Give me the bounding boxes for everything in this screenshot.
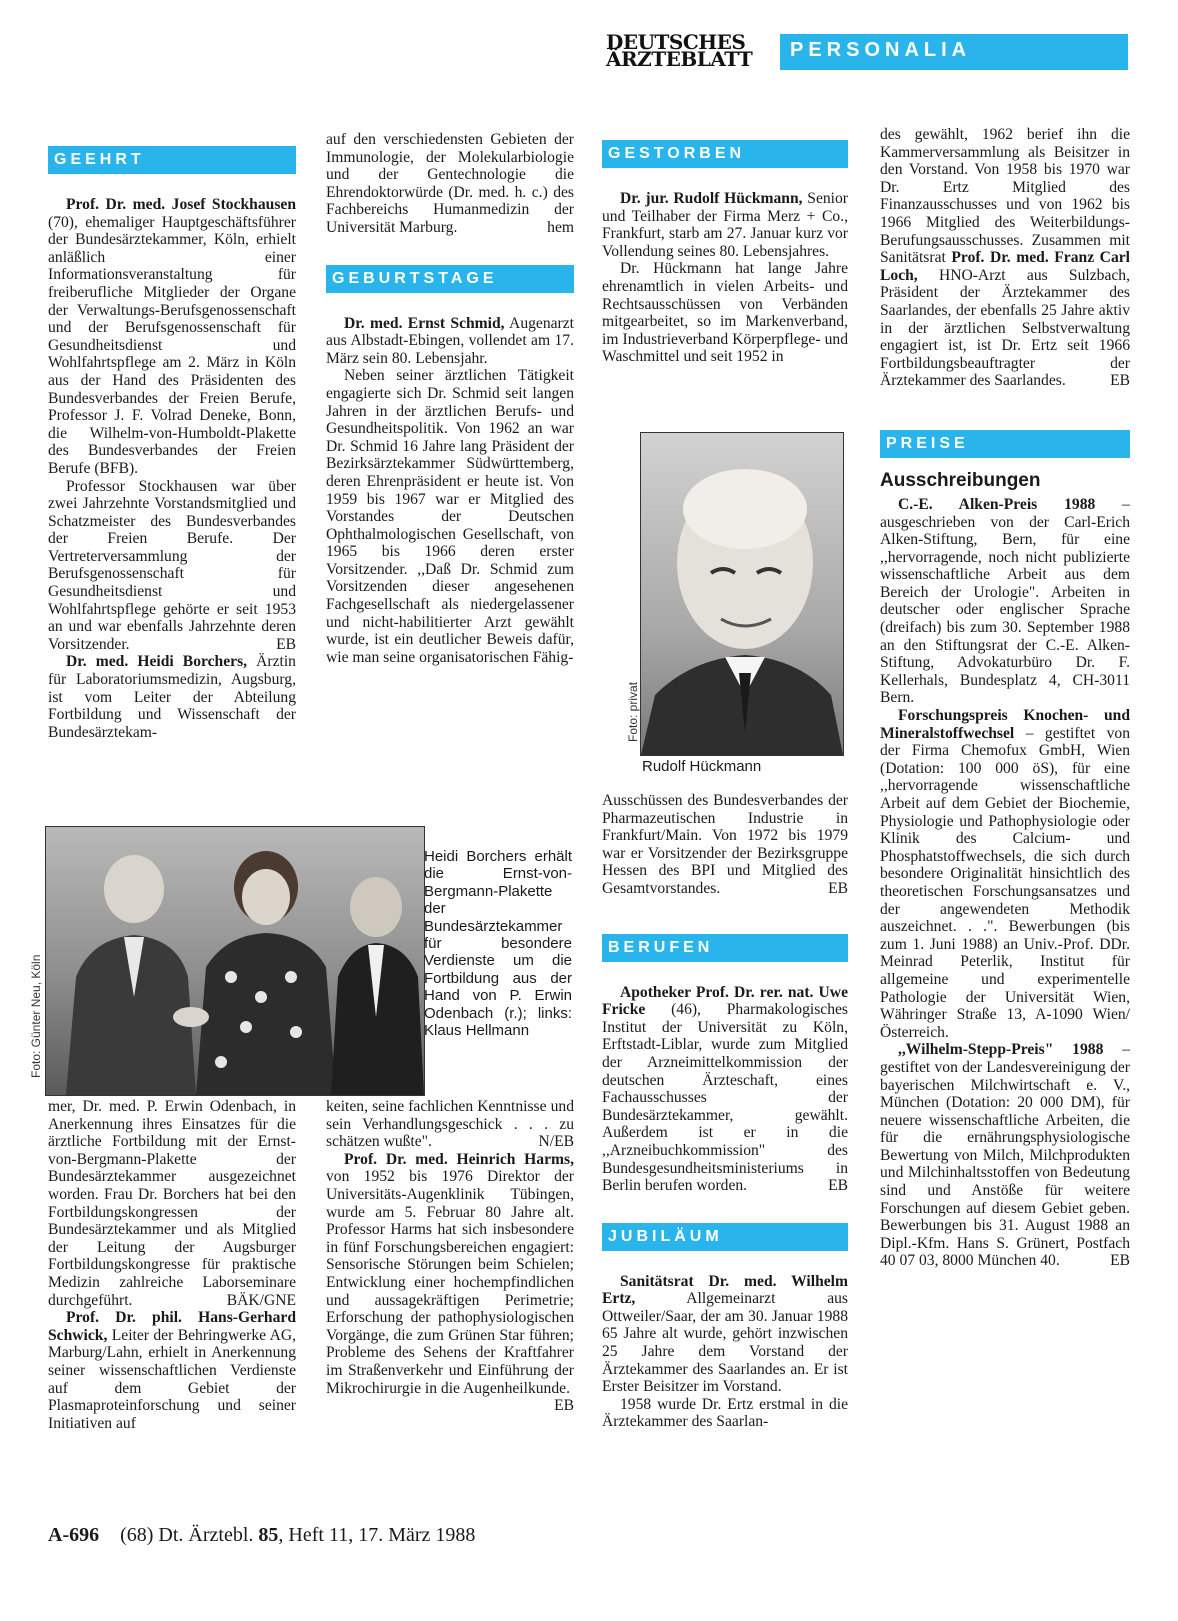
entry-hueckmann: Dr. jur. Rudolf Hückmann, Senior und Teilhaber der Firma Merz + Co., Frankfurt, starb am 27. Januar kurz vor Vollendung seines 80. Lebensjahres. [602,190,848,260]
issue-prefix: (68) Dt. Ärztebl. [120,1524,259,1546]
header-berufen: BERUFEN [602,934,848,962]
signature: EB [828,1177,848,1195]
caption-borchers: Heidi Borchers erhält die Ernst-von-Bergmann-Plakette der Bundesärztekammer für besondere Verdienste um die Fortbildung aus der Hand von P. Erwin Odenbach (r.); links: Klaus Hellmann [424,848,572,1040]
signature: N/EB [538,1133,574,1151]
entry-borchers-cont: mer, Dr. med. P. Erwin Odenbach, in Anerkennung ihres Einsatzes für die ärztliche Fortbildung mit der Ernst-von-Bergmann-Plakette der Bundesärztekammer ausgezeichnet worden. Frau Dr. Borchers hat bei den Fortbildungskongressen der Bundesärztekammer und als Mitglied der Leitung der Augsburger Fortbildungskongresse für praktische Medizin zahlreiche Laborseminare durchgeführt. BÄK/GNE [48,1098,296,1309]
masthead-logo [606,30,776,71]
name-stockhausen: Prof. Dr. med. Josef Stockhausen [66,196,296,213]
signature: BÄK/GNE [226,1291,296,1309]
entry-schwick-cont: auf den verschiedensten Gebieten der Immunologie, der Molekularbiologie und der Gentechnologie die Ehrendoktorwürde (Dr. med. h. c.) des Fachbereichs Humanmedizin der Universität Marburg. hem [326,131,574,236]
header-geburtstage: GEBURTSTAGE [326,265,574,293]
entry-alken-preis: C.-E. Alken-Preis 1988 – ausgeschrieben von der Carl-Erich Alken-Stiftung, Bern, für eine ,,hervorragende, noch nicht publizierte wissenschaftliche Arbeit aus dem Bereich der Urologie". Arbeiten in deutscher oder englischer Sprache (dreifach) bis zum 30. September 1988 an den Stiftungsrat der C.-E. Alken-Stiftung, Advokaturbüro Dr. F. Kellerhals, Bundesplatz 4, CH-3011 Bern. [880,495,1130,707]
signature: EB [554,1397,574,1415]
portrait-illustration [641,433,843,755]
name-alken-preis: C.-E. Alken-Preis 1988 [898,495,1096,513]
entry-schwick: Prof. Dr. phil. Hans-Gerhard Schwick, Leiter der Behringwerke AG, Marburg/Lahn, erhielt in Anerkennung seiner wissenschaftlichen Verdienste auf dem Gebiet der Plasmaproteinforschung und seiner Initiativen auf [48,1309,296,1432]
entry-ertz: Sanitätsrat Dr. med. Wilhelm Ertz, Allgemeinarzt aus Ottweiler/Saar, der am 30. Januar 1988 65 Jahre alt wurde, gehört inzwischen 25 Jahre dem Vorstand der Ärztekammer des Saarlandes an. Er ist Erster Beisitzer im Vorstand. [602,1272,848,1396]
entry-stockhausen-2: Professor Stockhausen war über zwei Jahrzehnte Vorstandsmitglied und Schatzmeister des Bundesverbandes der Freien Berufe. Der Vertreterversammlung der Berufsgenossenschaft für Gesundheitsdienst und Wohlfahrtspflege gehörte er seit 1953 an und war ebenfalls Jahrzehnte deren Vorsitzender. EB [48,477,296,653]
name-ertz: Sanitätsrat Dr. med. Wilhelm Ertz, [602,1272,848,1308]
page-footer [48,1524,475,1547]
volume: 85 [258,1524,279,1546]
signature: EB [1110,372,1130,390]
column-1-top [48,144,296,741]
header-jubilaeum: JUBILÄUM [602,1223,848,1251]
page-number: A-696 [48,1524,100,1546]
column-3-lower [602,792,848,1431]
entry-harms: Prof. Dr. med. Heinrich Harms, von 1952 bis 1976 Direktor der Universitäts-Augenklinik Tübingen, wurde am 5. Februar 80 Jahre alt. Professor Harms hat sich insbesondere in fünf Forschungsbereichen engagiert: Sensorische Störungen beim Schielen; Entwicklung einer hochempfindlichen und aussagekräftigen Perimetrie; Erforschung der pathophysiologischen Vorgänge, die zum Grünen Star führen; Probleme des Sehens der Kraftfahrer im Straßenverkehr und Einführung der Mikrochirurgie in die Augenheilkunde. EB [326,1150,574,1415]
header-geehrt: GEEHRT [48,146,296,174]
header-gestorben: GESTORBEN [602,140,848,168]
column-2-bottom [326,1098,574,1415]
entry-schmid-cont: keiten, seine fachlichen Kenntnisse und sein Verhandlungsgeschick . . . zu schätzen wußte". N/EB [326,1098,574,1151]
entry-hueckmann-cont: Ausschüssen des Bundesverbandes der Pharmazeutischen Industrie in Frankfurt/Main. Von 1972 bis 1979 war er Vorsitzender der Bezirksgruppe Hessen des BPI und Mitglied des Gesamtvorstandes. EB [602,792,848,897]
entry-ertz-cont: des gewählt, 1962 berief ihn die Kammerversammlung als Beisitzer in den Vorstand. Von 1958 bis 1970 war Dr. Ertz Mitglied des Finanzausschusses und von 1962 bis 1966 Mitglied des Weiterbildungs-Berufungsausschusses. Zusammen mit Sanitätsrat Prof. Dr. med. Franz Carl Loch, HNO-Arzt aus Sulzbach, Präsident der Ärztekammer des Saarlandes, der ebenfalls 25 Jahre aktiv in der ärztlichen Selbstverwaltung engagiert ist, ist Dr. Ertz seit 1966 Fortbildungsbeauftragter der Ärztekammer des Saarlandes. EB [880,126,1130,390]
name-hueckmann: Dr. jur. Rudolf Hückmann, [620,190,803,207]
signature: EB [828,879,848,897]
subhead-ausschreibungen: Ausschreibungen [880,469,1041,491]
signature: EB [1110,1252,1130,1270]
photo-credit-neu: Foto: Günter Neu, Köln [29,954,43,1078]
photo-borchers-award [45,826,425,1096]
name-schmid: Dr. med. Ernst Schmid, [344,314,505,332]
entry-fricke: Apotheker Prof. Dr. rer. nat. Uwe Fricke (46), Pharmakologisches Institut der Universität zu Köln, Erftstadt-Liblar, wurde zum Mitglied der Arzneimittelkommission der deutschen Ärzteschaft, eines Fachausschusses der Bundesärztekammer, gewählt. Außerdem ist er in die ,,Arzneibuchkommission" des Bundesgesundheitsministeriums in Berlin berufen worden. EB [602,983,848,1195]
column-2-top [326,131,574,666]
name-harms: Prof. Dr. med. Heinrich Harms, [344,1150,574,1168]
entry-hueckmann-2: Dr. Hückmann hat lange Jahre ehrenamtlich in vielen Arbeits- und Rechtsausschüssen von Verbänden mitgearbeitet, so im Markenverband, im Industrieverband Körperpflege- und Waschmittel und seit 1952 in [602,260,848,366]
entry-stepp-preis: ,,Wilhelm-Stepp-Preis" 1988 – gestiftet von der Landesvereinigung der bayerischen Milchwirtschaft e. V., München (Dotation: 20 000 DM), für neuere wissenschaftliche Arbeiten, die für die ernährungsphysiologische Bewertung von Milch, Milchprodukten und Milchinhaltsstoffen von Bedeutung sind und Anstöße für weitere Forschungen auf diesem Gebiet geben. Bewerbungen bis 31. August 1988 an Dipl.-Kfm. Hans S. Grünert, Postfach 40 07 03, 8000 München 40. EB [880,1041,1130,1270]
signature: EB [276,635,296,653]
column-4 [880,126,1130,1270]
header-preise: PREISE [880,430,1130,458]
entry-schmid-2: Neben seiner ärztlichen Tätigkeit engagierte sich Dr. Schmid seit langen Jahren in der ärztlichen Berufs- und Gesundheitspolitik. Von 1962 an war Dr. Schmid 16 Jahre lang Präsident der Bezirksärztekammer Südwürttemberg, deren Ehrenpräsident er heute ist. Von 1959 bis 1967 war er Mitglied des Vorstandes der Deutschen Ophthalmologischen Gesellschaft, von 1965 bis 1966 deren erster Vorsitzender. ,,Daß Dr. Schmid zum Vorsitzenden dieser angesehenen Fachgesellschaft als niedergelassener und nicht-habilitierter Arzt gewählt wurde, ist ein deutlicher Beweis dafür, wie man seine organisatorischen Fähig- [326,367,574,666]
name-loch: Prof. Dr. med. Franz Carl Loch, [880,249,1130,284]
entry-ertz-2: 1958 wurde Dr. Ertz erstmal in die Ärztekammer des Saarlan- [602,1395,848,1431]
name-fricke: Apotheker Prof. Dr. rer. nat. Uwe Fricke [602,983,848,1019]
caption-hueckmann: Rudolf Hückmann [642,758,762,775]
entry-stockhausen: Prof. Dr. med. Josef Stockhausen (70), ehemaliger Hauptgeschäftsführer der Bundesärztekammer, Köln, erhielt anläßlich einer Informationsveranstaltung für freiberufliche Mitglieder der Organe der Verwaltungs-Berufsgenossenschaft und der Berufsgenossenschaft für Gesundheitsdienst und Wohlfahrtspflege am 2. März in Köln aus der Hand des Präsidenten des Bundesverbandes der Freien Berufe, Professor J. F. Volrad Deneke, Bonn, die Wilhelm-von-Humboldt-Plakette des Bundesverbandes der Freien Berufe (BFB). [48,196,296,477]
entry-forschungspreis: Forschungspreis Knochen- und Mineralstoffwechsel – gestiftet von der Firma Chemofux GmbH, Wien (Dotation: 100 000 öS), für eine ,,hervorragende wissenschaftliche Arbeit auf dem Gebiet der Biochemie, Physiologie und Pathophysiologie oder Klinik des Calcium- und Phosphatstoffwechsels, die sich durch besondere Originalität hinsichtlich des theoretischen Forschungsansatzes und der angewendeten Methodik auszeichnet. . .". Bewerbungen (bis zum 1. Juni 1988) an Univ.-Prof. DDr. Meinrad Peterlik, Institut für allgemeine und experimentelle Pathologie der Universität Wien, Währinger Straße 13, A-1090 Wien/Österreich. [880,707,1130,1041]
photo-credit-privat: Foto: privat [626,681,640,742]
column-3 [602,138,848,366]
name-forschungspreis: Forschungspreis Knochen- und Mineralstoffwechsel [880,707,1130,742]
name-stepp-preis: ,,Wilhelm-Stepp-Preis" 1988 [898,1041,1104,1059]
entry-schmid: Dr. med. Ernst Schmid, Augenarzt aus Albstadt-Ebingen, vollendet am 17. März sein 80. Lebensjahr. [326,314,574,367]
masthead-line2: ÄRZTEBLATT [606,47,753,71]
column-1-bottom [48,1098,296,1432]
section-banner [780,34,1128,70]
photo-hueckmann [640,432,844,756]
section-title: PERSONALIA [790,39,972,61]
entry-borchers: Dr. med. Heidi Borchers, Ärztin für Laboratoriumsmedizin, Augsburg, ist vom Leiter der Abteilung Fortbildung und Wissenschaft der Bundesärztekam- [48,653,296,741]
photo-people-illustration [46,827,424,1095]
issue-suffix: , Heft 11, 17. März 1988 [278,1524,476,1546]
signature: hem [547,218,574,236]
name-schwick: Prof. Dr. phil. Hans-Gerhard Schwick, [48,1309,296,1344]
name-borchers: Dr. med. Heidi Borchers, [66,653,248,671]
masthead-line1: DEUTSCHES [606,30,746,54]
